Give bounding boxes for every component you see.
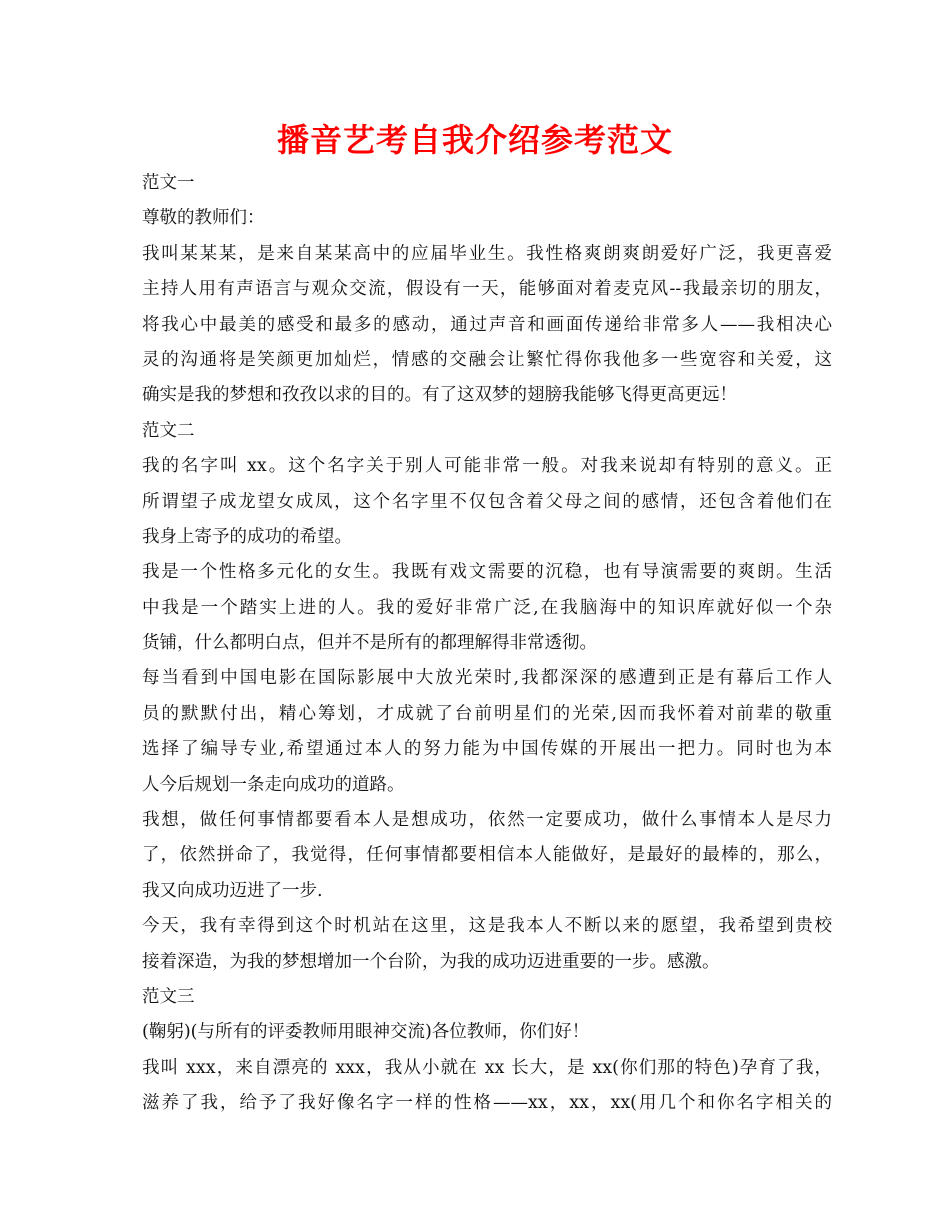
text-line: 我想，做任何事情都要看本人是想成功，依然一定要成功，做什么事情本人是尽力 bbox=[142, 810, 832, 831]
document-title: 播音艺考自我介绍参考范文 bbox=[276, 121, 673, 159]
text-line: 今天，我有幸得到这个时机站在这里，这是我本人不断以来的愿望，我希望到贵校 bbox=[142, 916, 832, 937]
text-line: 范文二 bbox=[142, 420, 195, 441]
text-line: 每当看到中国电影在国际影展中大放光荣时,我都深深的感遭到正是有幕后工作人 bbox=[142, 668, 832, 689]
text-line: 接着深造，为我的梦想增加一个台阶，为我的成功迈进重要的一步。感激。 bbox=[142, 951, 720, 972]
text-line: 我是一个性格多元化的女生。我既有戏文需要的沉稳，也有导演需要的爽朗。生活 bbox=[142, 562, 832, 583]
text-line: 中我是一个踏实上进的人。我的爱好非常广泛,在我脑海中的知识库就好似一个杂 bbox=[142, 597, 832, 618]
text-line: 我的名字叫 xx。这个名字关于别人可能非常一般。对我来说却有特别的意义。正 bbox=[142, 456, 832, 477]
text-line: 货铺，什么都明白点，但并不是所有的都理解得非常透彻。 bbox=[142, 633, 597, 654]
text-line: 我叫某某某，是来自某某高中的应届毕业生。我性格爽朗爽朗爱好广泛，我更喜爱 bbox=[142, 243, 832, 264]
text-line: 选择了编导专业,希望通过本人的努力能为中国传媒的开展出一把力。同时也为本 bbox=[142, 739, 832, 760]
text-line: 人今后规划一条走向成功的道路。 bbox=[142, 774, 405, 795]
text-line: 范文三 bbox=[142, 986, 195, 1007]
text-line: 尊敬的教师们： bbox=[142, 208, 265, 229]
text-line: 所谓望子成龙望女成凤，这个名字里不仅包含着父母之间的感情，还包含着他们在 bbox=[142, 491, 832, 512]
text-line: 将我心中最美的感受和最多的感动，通过声音和画面传递给非常多人——我相决心 bbox=[142, 314, 832, 335]
text-line: 我又向成功迈进了一步. bbox=[142, 880, 323, 901]
text-line: 我身上寄予的成功的希望。 bbox=[142, 526, 352, 547]
text-line: 灵的沟通将是笑颜更加灿烂，情感的交融会让繁忙得你我他多一些宽容和关爱，这 bbox=[142, 349, 832, 370]
text-line: 范文一 bbox=[142, 173, 195, 193]
text-line: 员的默默付出，精心筹划，才成就了台前明星们的光荣,因而我怀着对前辈的敬重 bbox=[142, 703, 832, 724]
text-line: 了，依然拼命了，我觉得，任何事情都要相信本人能做好，是最好的最棒的，那么， bbox=[142, 845, 832, 866]
text-line: (鞠躬)(与所有的评委教师用眼神交流)各位教师，你们好！ bbox=[142, 1022, 590, 1043]
document-body bbox=[142, 166, 832, 1122]
text-line: 滋养了我，给予了我好像名字一样的性格——xx，xx，xx(用几个和你名字相关的 bbox=[142, 1093, 832, 1114]
text-line: 确实是我的梦想和孜孜以求的目的。有了这双梦的翅膀我能够飞得更高更远！ bbox=[142, 385, 737, 406]
text-line: 我叫 xxx，来自漂亮的 xxx，我从小就在 xx 长大，是 xx(你们那的特色)孕育了我， bbox=[142, 1057, 832, 1078]
text-line: 主持人用有声语言与观众交流，假设有一天，能够面对着麦克风--我最亲切的朋友， bbox=[142, 279, 832, 300]
